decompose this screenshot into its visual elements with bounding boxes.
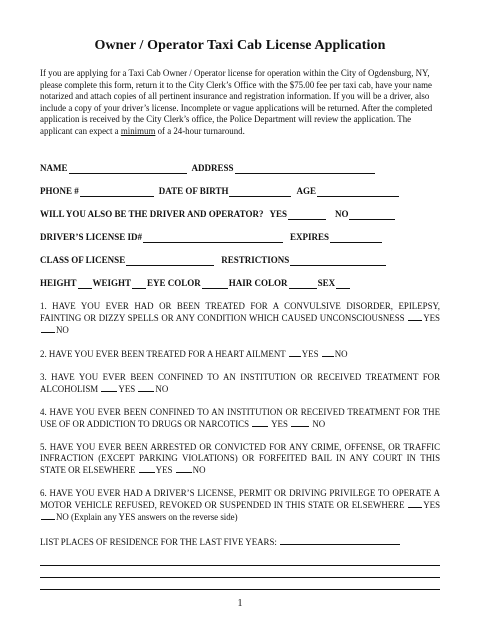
- license-class-row: [40, 254, 440, 266]
- driver-operator-yes-label: YES: [269, 208, 287, 219]
- residence-line-2[interactable]: [40, 566, 440, 578]
- q2-no-label: NO: [334, 348, 348, 359]
- weight-label: WEIGHT: [92, 277, 132, 288]
- q3-no-label: NO: [155, 383, 169, 394]
- q5-no-field[interactable]: [176, 464, 192, 473]
- driver-operator-question: WILL YOU ALSO BE THE DRIVER AND OPERATOR?: [40, 208, 264, 219]
- restrictions-field[interactable]: [290, 256, 386, 266]
- restrictions-label: RESTRICTIONS: [221, 254, 290, 265]
- q4-no-label: NO: [312, 418, 326, 429]
- driver-operator-no-label: NO: [334, 208, 349, 219]
- residence-label: LIST PLACES OF RESIDENCE FOR THE LAST FIVE YEARS:: [40, 536, 277, 547]
- name-address-row: [40, 162, 440, 174]
- height-field[interactable]: [78, 279, 92, 289]
- hair-color-label: HAIR COLOR: [228, 277, 288, 288]
- name-field[interactable]: [69, 164, 187, 174]
- license-id-field[interactable]: [143, 233, 283, 243]
- q1-yes-field[interactable]: [408, 312, 422, 321]
- dob-field[interactable]: [229, 187, 291, 197]
- q5-no-label: NO: [192, 464, 206, 475]
- license-class-label: CLASS OF LICENSE: [40, 254, 126, 265]
- license-class-field[interactable]: [126, 256, 214, 266]
- question-6-text: 6. HAVE YOU EVER HAD A DRIVER’S LICENSE, PERMIT OR DRIVING PRIVILEGE TO OPERATE A MOTOR VEHICLE REFUSED, REVOKED OR SUSPENDED IN THIS STATE OR ELSEWHERE: [40, 487, 440, 510]
- q2-no-field[interactable]: [322, 348, 334, 357]
- age-field[interactable]: [317, 187, 399, 197]
- eye-color-label: EYE COLOR: [147, 277, 201, 288]
- dob-label: DATE OF BIRTH: [158, 185, 229, 196]
- residence-line-1[interactable]: [40, 554, 440, 566]
- q2-yes-label: YES: [301, 348, 319, 359]
- question-4-text: 4. HAVE YOU EVER BEEN CONFINED TO AN INSTITUTION OR RECEIVED TREATMENT FOR THE USE OF OR ADDICTION TO DRUGS OR NARCOTICS: [40, 406, 440, 429]
- height-label: HEIGHT: [40, 277, 77, 288]
- q3-yes-field[interactable]: [101, 383, 117, 392]
- expires-field[interactable]: [330, 233, 382, 243]
- expires-label: EXPIRES: [290, 231, 330, 242]
- intro-text-1: If you are applying for a Taxi Cab Owner / Operator license for operation within the City of Ogdensburg, NY, please complete this form, return it to the City Clerk’s Office with the $75.00 fee per taxi cab, have your name notarized and attach copies of all pertinent insurance and registration information. If you will be a driver, also include a copy of your driver’s license. Incomplete or vague applications will be returned. After the completed application is received by the City Clerk’s office, the Police Department will review the application. The applicant can expect a: [40, 68, 433, 136]
- eye-color-field[interactable]: [202, 279, 228, 289]
- question-2-text: 2. HAVE YOU EVER BEEN TREATED FOR A HEART AILMENT: [40, 348, 286, 359]
- q6-yes-label: YES: [423, 499, 441, 510]
- q4-yes-field[interactable]: [252, 418, 268, 427]
- question-5: [40, 442, 440, 476]
- residence-line-3[interactable]: [40, 578, 440, 590]
- intro-text-2: of a 24-hour turnaround.: [155, 125, 245, 136]
- license-id-label: DRIVER’S LICENSE ID#: [40, 231, 143, 242]
- question-5-text: 5. HAVE YOU EVER BEEN ARRESTED OR CONVICTED FOR ANY CRIME, OFFENSE, OR TRAFFIC INFRACTION (EXCEPT PARKING VIOLATIONS) OR FORFEITED BAIL IN ANY COURT IN THIS STATE OR ELSEWHERE: [40, 441, 440, 475]
- intro-paragraph: [40, 68, 440, 138]
- license-id-row: [40, 231, 440, 243]
- name-label: NAME: [40, 162, 68, 173]
- phone-dob-age-row: [40, 185, 440, 197]
- sex-field[interactable]: [336, 279, 350, 289]
- phone-field[interactable]: [80, 187, 154, 197]
- q6-no-label: NO: [56, 511, 69, 522]
- question-1: [40, 301, 440, 336]
- driver-operator-yes-field[interactable]: [288, 210, 326, 220]
- address-field[interactable]: [235, 164, 375, 174]
- residence-field[interactable]: [280, 536, 400, 545]
- phone-label: PHONE #: [40, 185, 79, 196]
- intro-underlined: minimum: [120, 125, 156, 136]
- age-label: AGE: [296, 185, 316, 196]
- q6-no-field[interactable]: [41, 511, 55, 520]
- q3-no-field[interactable]: [138, 383, 154, 392]
- address-label: ADDRESS: [191, 162, 234, 173]
- residence-row: [40, 536, 440, 548]
- sex-label: SEX: [317, 277, 336, 288]
- q6-note: (Explain any YES answers on the reverse side): [71, 511, 238, 522]
- driver-operator-no-field[interactable]: [349, 210, 395, 220]
- q2-yes-field[interactable]: [289, 348, 301, 357]
- hair-color-field[interactable]: [289, 279, 317, 289]
- question-4: [40, 407, 440, 430]
- q1-no-label: NO: [56, 324, 69, 335]
- question-6: [40, 488, 440, 523]
- question-2: [40, 348, 440, 360]
- q4-yes-label: YES: [271, 418, 288, 429]
- weight-field[interactable]: [132, 279, 146, 289]
- page-number: 1: [237, 598, 243, 609]
- question-1-text: 1. HAVE YOU EVER HAD OR BEEN TREATED FOR A CONVULSIVE DISORDER, EPILEPSY, FAINTING OR DIZZY SPELLS OR ANY CONDITION WHICH CAUSED UNCONSCIOUSNESS: [40, 300, 440, 323]
- q5-yes-field[interactable]: [139, 464, 155, 473]
- q5-yes-label: YES: [155, 464, 173, 475]
- physical-description-row: [40, 277, 440, 289]
- driver-operator-row: [40, 208, 440, 220]
- question-3: [40, 372, 440, 395]
- q3-yes-label: YES: [118, 383, 136, 394]
- q1-yes-label: YES: [423, 312, 440, 323]
- page-title: Owner / Operator Taxi Cab License Application: [94, 38, 386, 53]
- q4-no-field[interactable]: [291, 418, 309, 427]
- q6-yes-field[interactable]: [408, 499, 422, 508]
- q1-no-field[interactable]: [41, 324, 55, 333]
- question-3-text: 3. HAVE YOU EVER BEEN CONFINED TO AN INSTITUTION OR RECEIVED TREATMENT FOR ALCOHOLISM: [40, 371, 440, 394]
